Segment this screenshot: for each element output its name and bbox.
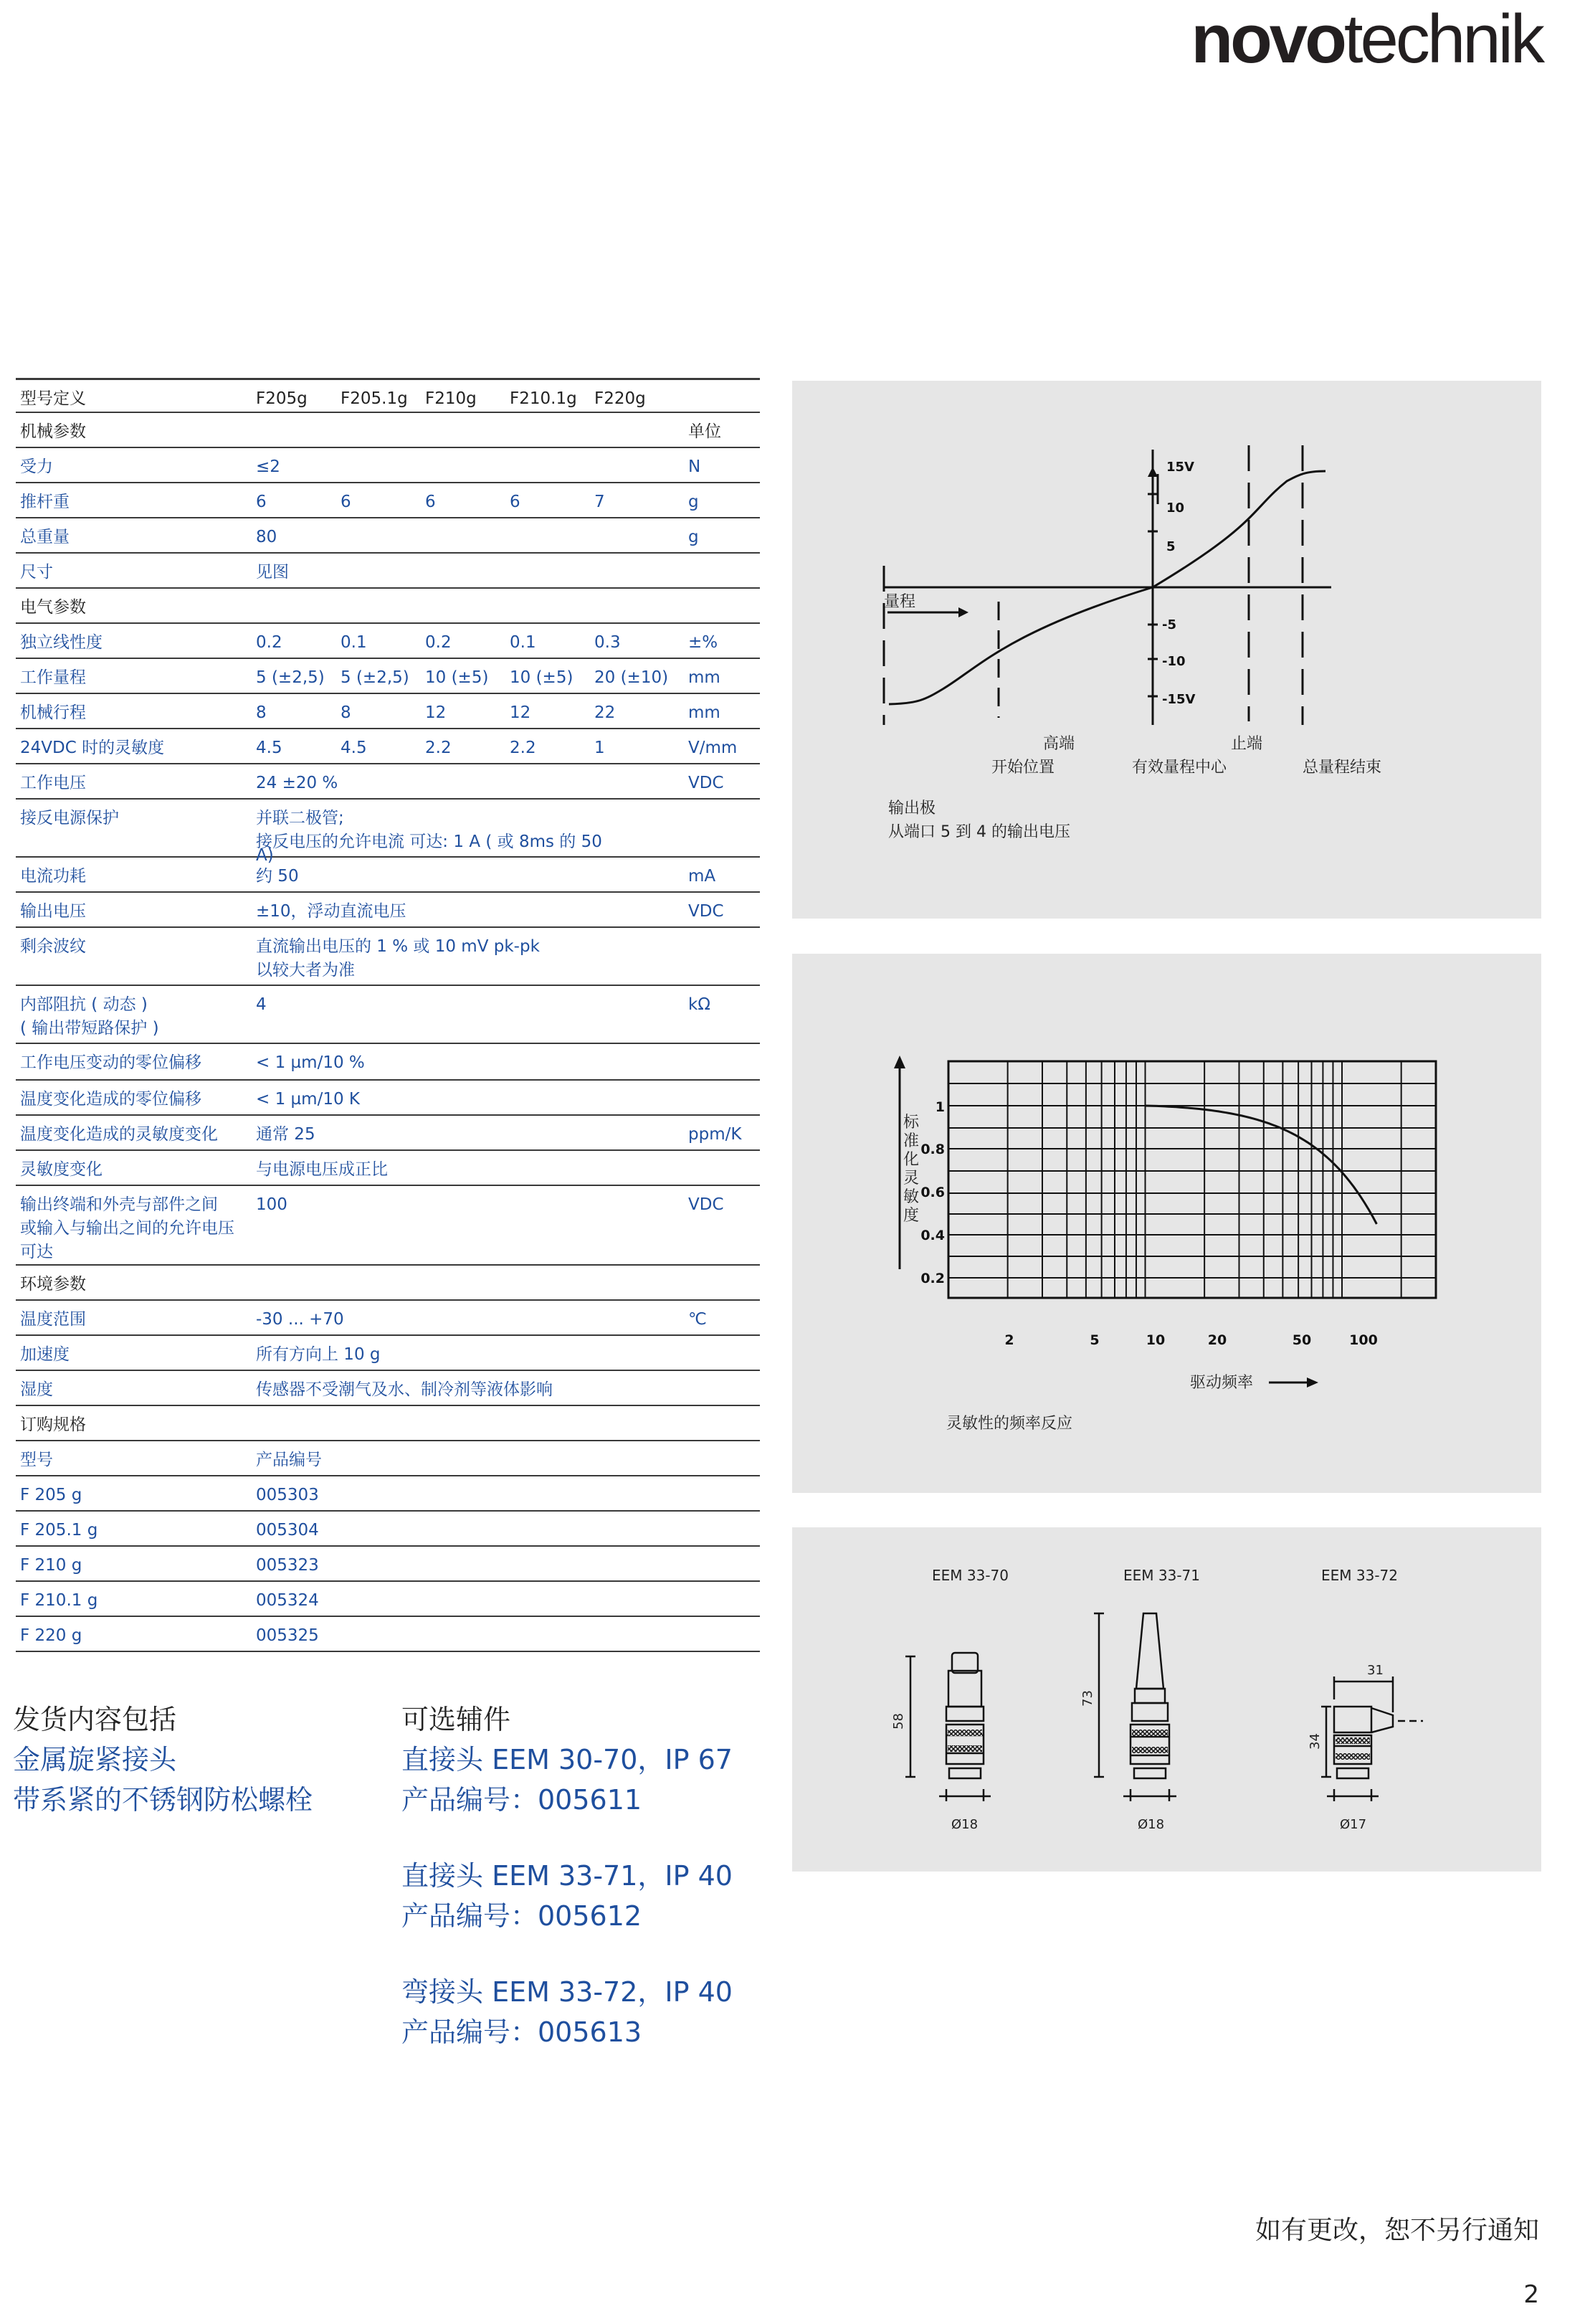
dimension-width: 31 (1367, 1663, 1384, 1678)
x-tick-label: 100 (1349, 1332, 1378, 1348)
table-row (16, 986, 760, 1044)
connector-title: EEM 33-70 (932, 1567, 1009, 1584)
dimension-height: 58 (891, 1713, 906, 1730)
table-row (16, 928, 760, 986)
row-value-line: 并联二极管; (256, 809, 344, 827)
x-tick-label: 20 (1207, 1332, 1227, 1348)
header-label: 型号定义 (20, 389, 86, 408)
high-end-label: 高端 (1043, 735, 1075, 753)
included-title: 发货内容包括 (13, 1704, 177, 1735)
row-value: ±10，浮动直流电压 (256, 902, 406, 921)
section-label: 环境参数 (20, 1275, 86, 1294)
connector-eem-33-70 (905, 1653, 991, 1801)
row-value: -30 ... +70 (256, 1310, 344, 1329)
table-row (16, 1044, 760, 1081)
row-unit: g (688, 493, 699, 511)
table-header-row (16, 378, 760, 413)
row-label-line: 输出终端和外壳与部件之间 (20, 1195, 218, 1214)
row-label-line: 或输入与输出之间的允许电压 (20, 1219, 234, 1238)
optional-accessories (401, 1699, 733, 2052)
row-label: 输出电压 (20, 902, 86, 921)
model-header: F210g (425, 389, 477, 408)
row-label: 湿度 (20, 1380, 53, 1399)
row-value: < 1 µm/10 K (256, 1090, 360, 1109)
row-value: 2.2 (510, 739, 536, 757)
accessory-code: 产品编号：005612 (401, 1900, 642, 1932)
table-row (16, 518, 760, 554)
y-tick-label: 0.8 (920, 1142, 945, 1157)
table-row (16, 1151, 760, 1186)
row-value: 6 (510, 493, 520, 511)
row-value-line: 以较大者为准 (256, 961, 355, 980)
row-value: 24 ±20 % (256, 774, 338, 792)
connector-drawings-panel (792, 1527, 1541, 1872)
row-label: 总重量 (20, 528, 70, 546)
connector-title: EEM 33-71 (1123, 1567, 1201, 1584)
dimension-diameter: Ø17 (1340, 1817, 1367, 1832)
table-row (16, 1081, 760, 1116)
plot-frame (948, 1061, 1436, 1298)
row-value: 5 (±2,5) (256, 668, 325, 687)
accessory-name: 直接头 EEM 30-70，IP 67 (401, 1744, 733, 1775)
table-row (16, 483, 760, 518)
row-value: 20 (±10) (594, 668, 669, 687)
row-value: ≤2 (256, 457, 280, 476)
accessory-code: 产品编号：005611 (401, 1784, 642, 1816)
table-row (16, 1547, 760, 1582)
table-row (16, 764, 760, 800)
row-unit: mm (688, 668, 720, 687)
row-value: 100 (256, 1195, 287, 1214)
table-row (16, 729, 760, 764)
output-characteristic-diagram (792, 381, 1541, 919)
row-unit: ±% (688, 633, 718, 652)
row-unit: ℃ (688, 1310, 707, 1329)
y-axis-label-char: 敏 (903, 1188, 920, 1206)
row-label: 推杆重 (20, 493, 70, 511)
x-tick-label: 50 (1292, 1332, 1312, 1348)
dimension-height: 34 (1308, 1733, 1323, 1750)
grid (948, 1061, 1436, 1298)
section-label: 订购规格 (20, 1415, 86, 1434)
y-tick-label: 0.4 (920, 1228, 945, 1243)
connector-eem-33-71 (1094, 1613, 1176, 1801)
row-label-line: ( 输出带短路保护 ) (20, 1019, 159, 1038)
row-value: 通常 25 (256, 1125, 315, 1144)
row-value: 与电源电压成正比 (256, 1160, 388, 1179)
x-tick-label: 5 (1090, 1332, 1100, 1348)
row-label: 工作电压 (20, 774, 86, 792)
row-value: 10 (±5) (510, 668, 573, 687)
row-unit: mm (688, 703, 720, 722)
row-value-line: 接反电压的允许电流 可达: 1 A ( 或 8ms 的 50 (256, 833, 602, 851)
order-code: 005304 (256, 1521, 319, 1540)
table-row (16, 448, 760, 483)
row-label: 机械行程 (20, 703, 86, 722)
row-label: 温度变化造成的灵敏度变化 (20, 1125, 218, 1144)
row-unit: VDC (688, 902, 724, 921)
row-label: 电流功耗 (20, 867, 86, 886)
order-code: 005325 (256, 1626, 319, 1645)
row-value: 7 (594, 493, 605, 511)
row-label: 灵敏度变化 (20, 1160, 103, 1179)
row-label: 工作量程 (20, 668, 86, 687)
y-tick-label: 0.6 (920, 1185, 945, 1200)
x-tick-labels (1004, 1332, 1377, 1348)
x-axis-arrowhead (1307, 1377, 1318, 1388)
x-tick-label: 10 (1146, 1332, 1166, 1348)
y-axis-label-char: 度 (903, 1207, 920, 1225)
model-header: F205g (256, 389, 308, 408)
row-label (20, 993, 249, 1040)
row-label: 剩余波纹 (20, 937, 86, 956)
section-label: 机械参数 (20, 422, 86, 441)
dimension-height: 73 (1080, 1690, 1095, 1707)
y-axis-arrowhead (894, 1056, 905, 1068)
row-label: 独立线性度 (20, 633, 103, 652)
unit-header: 单位 (688, 422, 721, 441)
y-tick-label: 0.2 (920, 1271, 945, 1286)
order-header-row (16, 1441, 760, 1476)
y-axis-label-char: 化 (903, 1151, 920, 1169)
range-arrowhead (958, 607, 968, 617)
accessory-code: 产品编号：005613 (401, 2016, 642, 2048)
row-label: 温度变化造成的零位偏移 (20, 1090, 201, 1109)
figure-caption: 灵敏性的频率反应 (946, 1415, 1073, 1433)
included-item: 金属旋紧接头 (13, 1744, 177, 1775)
row-unit: V/mm (688, 739, 738, 757)
row-value: 12 (425, 703, 447, 722)
optional-title: 可选辅件 (401, 1704, 511, 1735)
table-row (16, 659, 760, 694)
row-value: 2.2 (425, 739, 452, 757)
voltage-arrowhead (1148, 467, 1158, 477)
order-model: F 220 g (20, 1626, 82, 1645)
y-axis-label-char: 灵 (903, 1170, 920, 1187)
row-value: 5 (±2,5) (341, 668, 409, 687)
table-row (16, 1512, 760, 1547)
section-row (16, 589, 760, 624)
table-row (16, 1186, 760, 1266)
table-row (16, 1371, 760, 1406)
table-row (16, 800, 760, 865)
row-unit: mA (688, 867, 716, 886)
frequency-response-panel (792, 954, 1541, 1493)
row-value-line: 直流输出电压的 1 % 或 10 mV pk-pk (256, 937, 540, 956)
order-code: 005303 (256, 1486, 319, 1504)
vertical-grid (1008, 1061, 1401, 1298)
row-label: 工作电压变动的零位偏移 (20, 1053, 201, 1072)
order-model: F 205 g (20, 1486, 82, 1504)
y-tick-label: 1 (935, 1099, 945, 1115)
row-value: 约 50 (256, 867, 299, 886)
order-model: F 210.1 g (20, 1591, 98, 1610)
row-label: 接反电源保护 (20, 809, 119, 827)
frequency-response-chart (792, 954, 1541, 1493)
spec-table (16, 378, 760, 1652)
row-value: 8 (341, 703, 351, 722)
row-value: 见图 (256, 563, 289, 582)
order-model: F 210 g (20, 1556, 82, 1575)
table-row (16, 624, 760, 659)
row-label: 24VDC 时的灵敏度 (20, 739, 165, 757)
row-value: 所有方向上 10 g (256, 1345, 381, 1364)
row-label: 受力 (20, 457, 53, 476)
included-item: 带系紧的不锈钢防松螺栓 (13, 1784, 313, 1816)
row-unit: kΩ (688, 995, 710, 1014)
model-header: F220g (594, 389, 646, 408)
x-axis-label: 驱动频率 (1190, 1374, 1254, 1392)
y-tick-label: 10 (1166, 501, 1185, 516)
model-header: F210.1g (510, 389, 577, 408)
row-value: 12 (510, 703, 531, 722)
table-row (16, 1301, 760, 1336)
connector-drawings (792, 1527, 1541, 1872)
y-tick-label: -15V (1162, 692, 1196, 707)
start-position-label: 开始位置 (991, 759, 1055, 777)
model-header: F205.1g (341, 389, 408, 408)
table-row (16, 554, 760, 589)
table-row (16, 893, 760, 928)
section-row (16, 1406, 760, 1441)
row-value: 4 (256, 995, 267, 1014)
table-row (16, 694, 760, 729)
change-notice: 如有更改，恕不另行通知 (1255, 2216, 1539, 2245)
row-value: 10 (±5) (425, 668, 489, 687)
included-items (13, 1699, 313, 1820)
row-value: 1 (594, 739, 605, 757)
row-value: 0.2 (256, 633, 282, 652)
order-model-header: 型号 (20, 1451, 53, 1469)
table-row (16, 1116, 760, 1151)
row-label: 温度范围 (20, 1310, 86, 1329)
stop-end-label: 止端 (1231, 735, 1263, 753)
output-label: 输出极 (888, 800, 936, 817)
row-unit: N (688, 457, 701, 476)
row-value: 0.1 (510, 633, 536, 652)
dimension-diameter: Ø18 (1138, 1817, 1165, 1832)
order-code: 005324 (256, 1591, 319, 1610)
y-tick-label: -5 (1162, 617, 1176, 632)
dimension-diameter: Ø18 (951, 1817, 979, 1832)
range-center-label: 有效量程中心 (1132, 759, 1227, 777)
brand-logo: novotechnik (1191, 1, 1542, 77)
row-unit: VDC (688, 774, 724, 792)
connector-title: EEM 33-72 (1321, 1567, 1399, 1584)
table-row (16, 1617, 760, 1652)
table-row (16, 1476, 760, 1512)
row-value: 6 (341, 493, 351, 511)
row-label: 加速度 (20, 1345, 70, 1364)
y-axis-label-char: 准 (903, 1132, 920, 1150)
row-label-line: 内部阻抗 ( 动态 ) (20, 995, 148, 1014)
section-label: 电气参数 (20, 598, 86, 617)
row-unit: g (688, 528, 699, 546)
row-unit: ppm/K (688, 1125, 742, 1144)
row-value: 4.5 (256, 739, 282, 757)
row-label (20, 1193, 249, 1264)
row-value: 0.1 (341, 633, 367, 652)
y-tick-label: -10 (1162, 654, 1186, 669)
row-value: 传感器不受潮气及水、制冷剂等液体影响 (256, 1380, 553, 1399)
y-tick-label: 15V (1166, 460, 1194, 475)
y-axis-label-char: 标 (903, 1114, 920, 1132)
order-code-header: 产品编号 (256, 1451, 322, 1469)
row-label: 尺寸 (20, 563, 53, 582)
output-characteristic-panel (792, 381, 1541, 919)
section-row (16, 1266, 760, 1301)
row-value (256, 935, 672, 982)
row-value: 6 (256, 493, 267, 511)
y-tick-label: 5 (1166, 539, 1176, 554)
row-label-line: 可达 (20, 1243, 53, 1261)
order-model: F 205.1 g (20, 1521, 98, 1540)
table-row (16, 1336, 760, 1371)
row-value: 22 (594, 703, 616, 722)
accessory-name: 直接头 EEM 33-71，IP 40 (401, 1860, 733, 1892)
x-tick-label: 2 (1004, 1332, 1014, 1348)
row-value: 4.5 (341, 739, 367, 757)
row-unit: VDC (688, 1195, 724, 1214)
table-row (16, 1582, 760, 1617)
range-label: 量程 (884, 593, 916, 611)
row-value: 80 (256, 528, 277, 546)
row-value-line: A) (256, 846, 274, 865)
order-code: 005323 (256, 1556, 319, 1575)
row-value: 0.3 (594, 633, 621, 652)
row-value: 6 (425, 493, 436, 511)
page-number: 2 (1523, 2280, 1539, 2309)
table-row (16, 858, 760, 893)
row-value: 0.2 (425, 633, 452, 652)
row-value: < 1 µm/10 % (256, 1053, 365, 1072)
output-label: 从端口 5 到 4 的输出电压 (888, 823, 1070, 841)
accessory-name: 弯接头 EEM 33-72，IP 40 (401, 1976, 733, 2008)
row-value: 8 (256, 703, 267, 722)
total-range-end-label: 总量程结束 (1303, 759, 1382, 777)
section-row (16, 413, 760, 448)
